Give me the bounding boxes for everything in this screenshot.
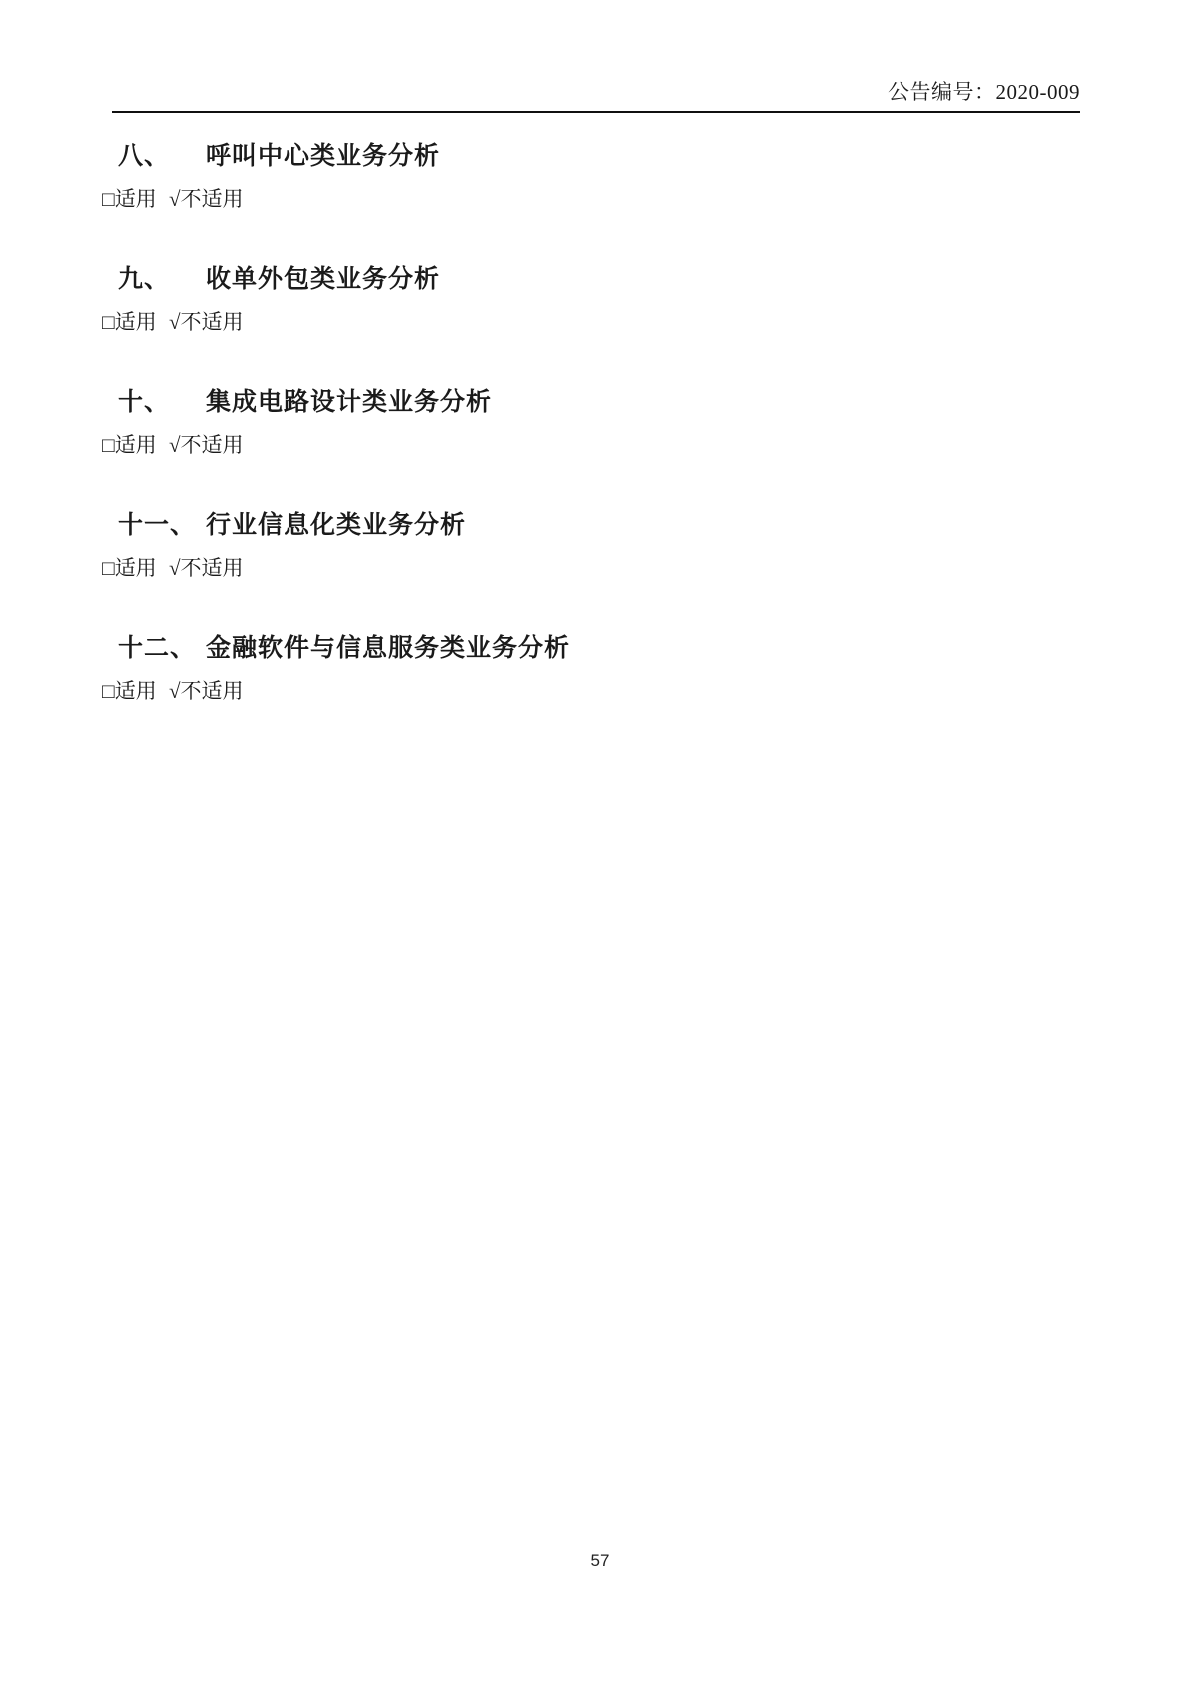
section-number: 八、 [118,142,171,170]
applicability-line [102,557,1200,580]
option-not-applicable-label: 不适用 [180,556,244,580]
option-applicable [102,556,157,580]
checkmark-icon: √ [168,433,181,457]
section-heading [118,266,1200,293]
page-number: 57 [590,1551,610,1570]
option-applicable-label: 适用 [114,556,157,580]
section-number: 十二、 [118,634,197,662]
applicability-line [102,434,1200,457]
section-number: 九、 [118,265,171,293]
option-not-applicable-label: 不适用 [180,310,244,334]
checkmark-icon: √ [168,310,181,334]
section-title: 行业信息化类业务分析 [206,511,467,539]
section-title: 呼叫中心类业务分析 [206,142,441,170]
section-heading [118,389,1200,416]
section-heading [118,512,1200,539]
option-applicable [102,433,157,457]
checkmark-icon: √ [168,556,181,580]
section [102,389,1200,457]
checkbox-unchecked-icon: □ [102,556,115,580]
section-number: 十一、 [118,511,197,539]
section-heading [118,143,1200,170]
option-not-applicable [169,433,244,457]
applicability-line [102,680,1200,703]
option-not-applicable [169,556,244,580]
option-applicable [102,310,157,334]
applicability-line [102,311,1200,334]
section-title: 集成电路设计类业务分析 [206,388,493,416]
checkbox-unchecked-icon: □ [102,187,115,211]
section [102,635,1200,703]
checkmark-icon: √ [168,187,181,211]
section [102,512,1200,580]
option-not-applicable [169,310,244,334]
option-applicable-label: 适用 [114,310,157,334]
option-applicable [102,679,157,703]
checkmark-icon: √ [168,679,181,703]
header-rule [112,111,1080,113]
section-title: 金融软件与信息服务类业务分析 [206,634,571,662]
section [102,143,1200,211]
section-title: 收单外包类业务分析 [206,265,441,293]
option-not-applicable [169,187,244,211]
section-number: 十、 [118,388,171,416]
section-heading [118,635,1200,662]
option-applicable-label: 适用 [114,433,157,457]
option-applicable-label: 适用 [114,187,157,211]
checkbox-unchecked-icon: □ [102,310,115,334]
applicability-line [102,188,1200,211]
option-applicable-label: 适用 [114,679,157,703]
document-content [102,143,1200,703]
announcement-number: 公告编号：2020-009 [888,80,1080,104]
checkbox-unchecked-icon: □ [102,679,115,703]
option-not-applicable [169,679,244,703]
option-not-applicable-label: 不适用 [180,187,244,211]
option-not-applicable-label: 不适用 [180,679,244,703]
option-not-applicable-label: 不适用 [180,433,244,457]
option-applicable [102,187,157,211]
checkbox-unchecked-icon: □ [102,433,115,457]
section [102,266,1200,334]
